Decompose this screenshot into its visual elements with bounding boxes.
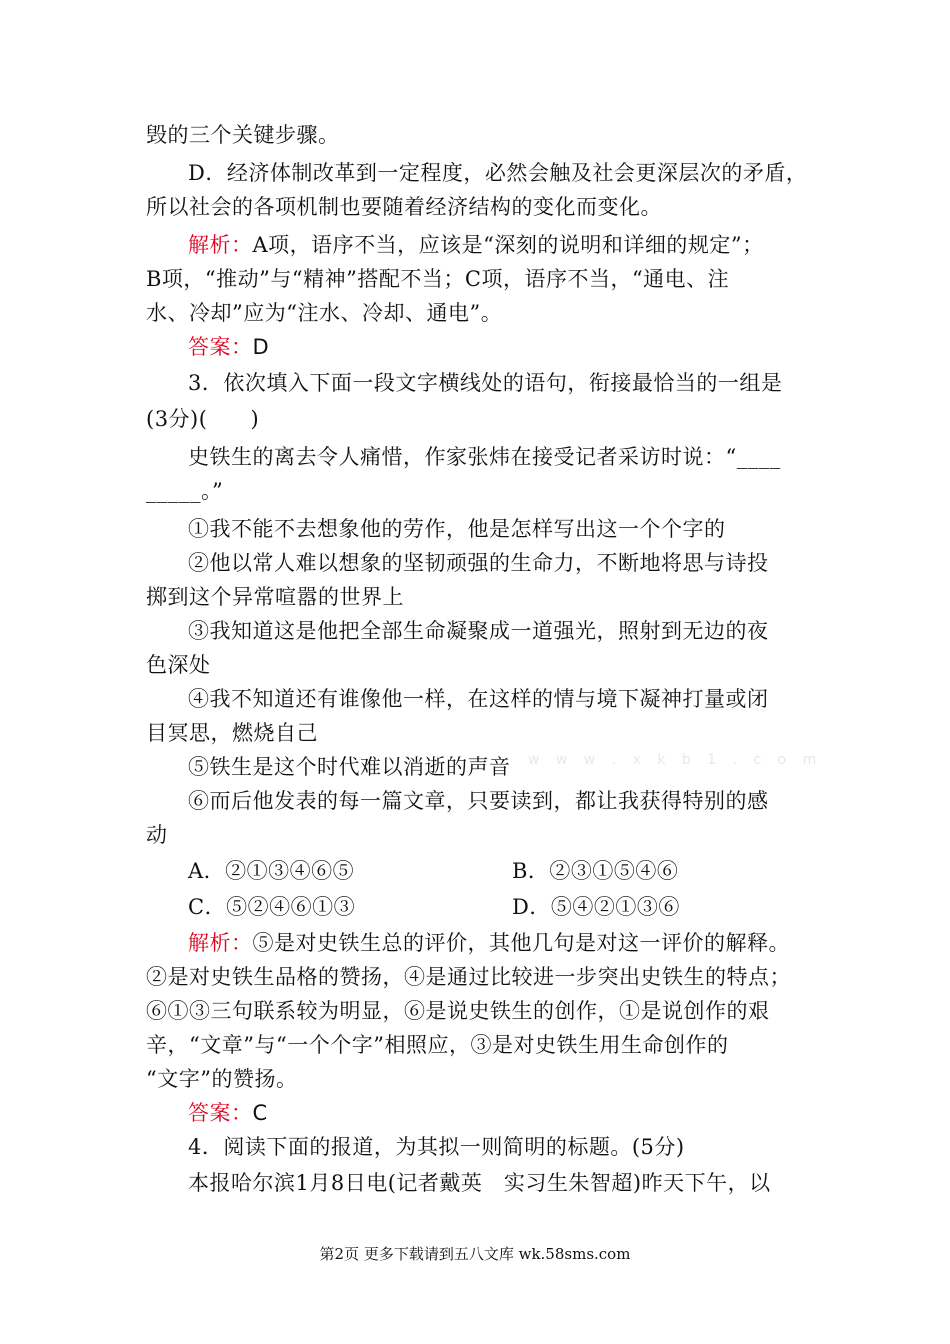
sentence-3: ③我知道这是他把全部生命凝聚成一道强光，照射到无边的夜 (188, 619, 769, 643)
analysis-paragraph (188, 926, 790, 960)
quote-paragraph: 史铁生的离去令人痛惜，作家张炜在接受记者采访时说：“____ (188, 445, 781, 469)
answer-value: D (252, 335, 270, 359)
watermark: w w w . x k b 1 . c o m (528, 752, 823, 768)
text-line: B项，“推动”与“精神”搭配不当；C项，语序不当，“通电、注 (146, 267, 730, 291)
sentence-3-cont: 色深处 (146, 653, 211, 677)
question-4-title: 4．阅读下面的报道，为其拟一则简明的标题。(5分) (188, 1135, 685, 1159)
report-text: 本报哈尔滨1月8日电(记者戴英 实习生朱智超)昨天下午，以 (188, 1171, 771, 1195)
text-line: “文字”的赞扬。 (146, 1067, 298, 1091)
question-3-title: 3．依次填入下面一段文字横线处的语句，衔接最恰当的一组是 (188, 371, 783, 395)
answer-label: 答案： (188, 335, 253, 359)
sentence-2-cont: 掷到这个异常喧嚣的世界上 (146, 585, 404, 609)
answer-value: C (252, 1101, 268, 1125)
sentence-1: ①我不能不去想象他的劳作，他是怎样写出这一个个字的 (188, 517, 726, 541)
sentence-4: ④我不知道还有谁像他一样，在这样的情与境下凝神打量或闭 (188, 687, 769, 711)
sentence-6: ⑥而后他发表的每一篇文章，只要读到，都让我获得特别的感 (188, 789, 769, 813)
analysis-label: 解析： (188, 931, 253, 955)
quote-blank: _____。” (146, 479, 224, 503)
text-line: 所以社会的各项机制也要随着经济结构的变化而变化。 (146, 195, 662, 219)
sentence-2: ②他以常人难以想象的坚韧顽强的生命力，不断地将思与诗投 (188, 551, 769, 575)
text-line: 辛，“文章”与“一个个字”相照应，③是对史铁生用生命创作的 (146, 1033, 729, 1057)
analysis-paragraph (188, 228, 764, 262)
option-a: A．②①③④⑥⑤ (188, 859, 355, 883)
text-line: ②是对史铁生品格的赞扬，④是通过比较进一步突出史铁生的特点； (146, 965, 791, 989)
option-d: D．⑤④②①③⑥ (512, 895, 680, 919)
text-line: 水、冷却”应为“注水、冷却、通电”。 (146, 301, 503, 325)
option-d-text: D．经济体制改革到一定程度，必然会触及社会更深层次的矛盾， (188, 161, 808, 185)
answer-line (188, 330, 269, 364)
text-line: 毁的三个关键步骤。 (146, 123, 340, 147)
sentence-5: ⑤铁生是这个时代难以消逝的声音 (188, 755, 511, 779)
page-footer: 第2页 更多下载请到五八文库 wk.58sms.com (319, 1245, 631, 1263)
question-3-score: (3分)( ) (146, 407, 260, 431)
answer-label: 答案： (188, 1101, 253, 1125)
text-line: ⑥①③三句联系较为明显，⑥是说史铁生的创作，①是说创作的艰 (146, 999, 770, 1023)
analysis-label: 解析： (188, 233, 253, 257)
answer-line (188, 1096, 268, 1130)
sentence-6-cont: 动 (146, 823, 168, 847)
option-b: B．②③①⑤④⑥ (512, 859, 679, 883)
option-c: C．⑤②④⑥①③ (188, 895, 356, 919)
sentence-4-cont: 目冥思，燃烧自己 (146, 721, 318, 745)
analysis-text: A项，语序不当，应该是“深刻的说明和详细的规定”； (252, 233, 764, 257)
analysis-text: ⑤是对史铁生总的评价，其他几句是对这一评价的解释。 (252, 931, 790, 955)
